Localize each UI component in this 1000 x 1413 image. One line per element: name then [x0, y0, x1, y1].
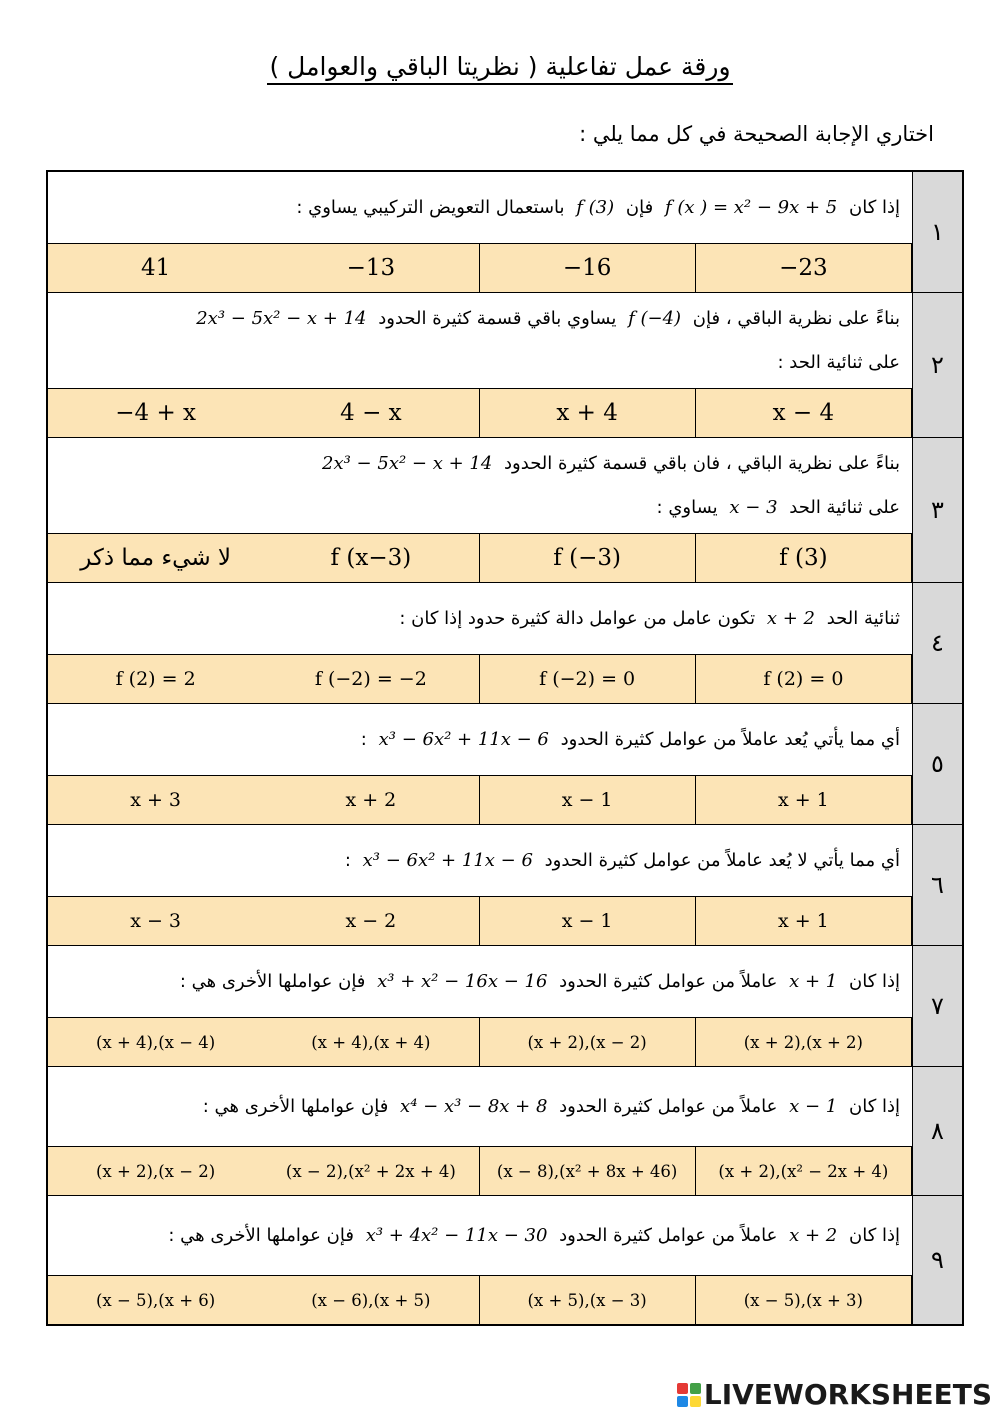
- question-number: ٦: [912, 825, 962, 945]
- question-text: [48, 1067, 912, 1147]
- question-text: [48, 825, 912, 897]
- question-phrase: على ثنائية الحد: [789, 496, 900, 518]
- answer-option[interactable]: (x + 5),(x − 3): [480, 1276, 696, 1324]
- answer-option[interactable]: x + 1: [696, 897, 912, 945]
- question-body: [48, 172, 912, 292]
- answer-options: [48, 389, 912, 437]
- question-phrase: فإن عواملها الأخرى هي :: [202, 1095, 389, 1117]
- question-text: [48, 293, 912, 389]
- logo-icon: [677, 1383, 701, 1407]
- answer-option[interactable]: f (2) = 0: [696, 655, 912, 703]
- math-expression: x − 1: [789, 1095, 838, 1117]
- answer-option[interactable]: f (−3): [480, 534, 696, 582]
- question-phrase: فإن عواملها الأخرى هي :: [179, 970, 366, 992]
- question-number: ٨: [912, 1067, 962, 1195]
- question-block: [48, 946, 962, 1067]
- question-line: [60, 486, 900, 530]
- question-line: [60, 960, 900, 1004]
- question-phrase: بناءً على نظرية الباقي ، فان باقي قسمة كثيرة الحدود: [504, 452, 900, 474]
- answer-option[interactable]: x − 1: [480, 776, 696, 824]
- answer-option[interactable]: f (2) = 2: [48, 655, 263, 703]
- question-line: [60, 597, 900, 641]
- answer-options: [48, 244, 912, 292]
- question-phrase: فإن عواملها الأخرى هي :: [168, 1224, 354, 1246]
- answer-option[interactable]: −4 + x: [48, 389, 263, 437]
- answer-option[interactable]: x − 2: [263, 897, 479, 945]
- math-expression: x³ + 4x² − 11x − 30: [365, 1224, 548, 1246]
- answer-options: [48, 897, 912, 945]
- question-body: [48, 583, 912, 703]
- answer-option[interactable]: f (3): [696, 534, 912, 582]
- answer-option[interactable]: (x + 4),(x + 4): [263, 1018, 479, 1066]
- math-expression: f (x ) = x² − 9x + 5: [664, 196, 838, 218]
- answer-options: [48, 534, 912, 582]
- answer-option[interactable]: 4 − x: [263, 389, 479, 437]
- question-block: [48, 438, 962, 583]
- answer-option[interactable]: x + 4: [480, 389, 696, 437]
- answer-options: [48, 1018, 912, 1066]
- question-phrase: إذا كان: [848, 196, 900, 218]
- answer-option[interactable]: (x + 2),(x − 2): [480, 1018, 696, 1066]
- answer-option[interactable]: (x + 2),(x + 2): [696, 1018, 912, 1066]
- question-body: [48, 1196, 912, 1324]
- question-body: [48, 1067, 912, 1195]
- question-line: [60, 1214, 900, 1258]
- question-block: [48, 172, 962, 293]
- liveworksheets-logo: LIVEWORKSHEETS: [677, 1378, 992, 1411]
- answer-option[interactable]: f (−2) = 0: [480, 655, 696, 703]
- math-expression: x⁴ − x³ − 8x + 8: [400, 1095, 548, 1117]
- question-line: [60, 297, 900, 341]
- question-number: ١: [912, 172, 962, 292]
- question-text: [48, 704, 912, 776]
- question-body: [48, 438, 912, 582]
- answer-options: [48, 776, 912, 824]
- answer-option[interactable]: −16: [480, 244, 696, 292]
- logo-square: [677, 1383, 688, 1394]
- question-phrase: :: [344, 849, 351, 871]
- question-text: [48, 946, 912, 1018]
- math-expression: f (−4): [628, 307, 682, 329]
- question-number: ٤: [912, 583, 962, 703]
- answer-option[interactable]: f (x−3): [263, 534, 479, 582]
- math-expression: x + 1: [789, 970, 838, 992]
- math-expression: f (3): [576, 196, 615, 218]
- math-expression: 2x³ − 5x² − x + 14: [322, 452, 493, 474]
- question-phrase: أي مما يأتي لا يُعد عاملاً من عوامل كثيرة الحدود: [544, 849, 900, 871]
- answer-option[interactable]: (x − 5),(x + 6): [48, 1276, 263, 1324]
- math-expression: x³ − 6x² + 11x − 6: [378, 728, 549, 750]
- question-phrase: عاملاً من عوامل كثيرة الحدود: [559, 1224, 778, 1246]
- answer-options: [48, 655, 912, 703]
- question-text: [48, 172, 912, 244]
- answer-option[interactable]: 41: [48, 244, 263, 292]
- answer-option[interactable]: (x − 8),(x² + 8x + 46): [480, 1147, 696, 1195]
- question-phrase: فإن: [625, 196, 654, 218]
- questions-table: [46, 170, 964, 1326]
- question-text: [48, 583, 912, 655]
- logo-square: [690, 1396, 701, 1407]
- question-body: [48, 704, 912, 824]
- question-block: [48, 1196, 962, 1324]
- question-block: [48, 704, 962, 825]
- answer-option[interactable]: f (−2) = −2: [263, 655, 479, 703]
- question-phrase: يساوي باقي قسمة كثيرة الحدود: [378, 307, 617, 329]
- question-phrase: :: [360, 728, 367, 750]
- question-phrase: أي مما يأتي يُعد عاملاً من عوامل كثيرة الحدود: [560, 728, 900, 750]
- answer-option[interactable]: x − 1: [480, 897, 696, 945]
- logo-square: [690, 1383, 701, 1394]
- question-line: [60, 442, 900, 486]
- question-body: [48, 293, 912, 437]
- question-phrase: يساوي :: [656, 496, 718, 518]
- math-expression: x + 2: [766, 607, 815, 629]
- answer-option[interactable]: x + 2: [263, 776, 479, 824]
- question-number: ٢: [912, 293, 962, 437]
- question-line: [60, 186, 900, 230]
- question-block: [48, 825, 962, 946]
- question-phrase: إذا كان: [848, 1224, 900, 1246]
- answer-options: [48, 1147, 912, 1195]
- answer-option[interactable]: لا شيء مما ذكر: [48, 534, 263, 582]
- math-expression: x³ + x² − 16x − 16: [377, 970, 548, 992]
- question-number: ٣: [912, 438, 962, 582]
- question-phrase: باستعمال التعويض التركيبي يساوي :: [296, 196, 565, 218]
- answer-option[interactable]: x − 4: [696, 389, 912, 437]
- question-text: [48, 438, 912, 534]
- question-body: [48, 825, 912, 945]
- answer-option[interactable]: −13: [263, 244, 479, 292]
- answer-option[interactable]: x − 3: [48, 897, 263, 945]
- question-text: [48, 1196, 912, 1276]
- answer-option[interactable]: x + 1: [696, 776, 912, 824]
- math-expression: 2x³ − 5x² − x + 14: [196, 307, 367, 329]
- answer-option[interactable]: (x − 6),(x + 5): [263, 1276, 479, 1324]
- question-phrase: ثنائية الحد: [826, 607, 900, 629]
- question-phrase: بناءً على نظرية الباقي ، فإن: [692, 307, 900, 329]
- page-title: ورقة عمل تفاعلية ( نظريتا الباقي والعوامل ): [0, 52, 1000, 81]
- math-expression: x + 2: [789, 1224, 838, 1246]
- answer-option[interactable]: (x − 2),(x² + 2x + 4): [263, 1147, 479, 1195]
- answer-option[interactable]: −23: [696, 244, 912, 292]
- logo-square: [677, 1396, 688, 1407]
- math-expression: x³ − 6x² + 11x − 6: [362, 849, 533, 871]
- question-line: [60, 341, 900, 385]
- question-line: [60, 1085, 900, 1129]
- question-block: [48, 1067, 962, 1196]
- answer-option[interactable]: (x + 2),(x² − 2x + 4): [696, 1147, 912, 1195]
- question-line: [60, 718, 900, 762]
- question-block: [48, 583, 962, 704]
- instruction-text: اختاري الإجابة الصحيحة في كل مما يلي :: [579, 122, 934, 146]
- question-body: [48, 946, 912, 1066]
- answer-option[interactable]: (x + 4),(x − 4): [48, 1018, 263, 1066]
- question-phrase: عاملاً من عوامل كثيرة الحدود: [559, 970, 778, 992]
- answer-option[interactable]: (x − 5),(x + 3): [696, 1276, 912, 1324]
- answer-option[interactable]: (x + 2),(x − 2): [48, 1147, 263, 1195]
- question-phrase: عاملاً من عوامل كثيرة الحدود: [559, 1095, 778, 1117]
- question-line: [60, 839, 900, 883]
- question-phrase: إذا كان: [848, 1095, 900, 1117]
- question-number: ٧: [912, 946, 962, 1066]
- question-phrase: تكون عامل من عوامل دالة كثيرة حدود إذا كان :: [399, 607, 756, 629]
- math-expression: x − 3: [729, 496, 778, 518]
- question-block: [48, 293, 962, 438]
- question-phrase: إذا كان: [848, 970, 900, 992]
- question-number: ٩: [912, 1196, 962, 1324]
- question-number: ٥: [912, 704, 962, 824]
- question-phrase: على ثنائية الحد :: [777, 351, 900, 373]
- answer-options: [48, 1276, 912, 1324]
- answer-option[interactable]: x + 3: [48, 776, 263, 824]
